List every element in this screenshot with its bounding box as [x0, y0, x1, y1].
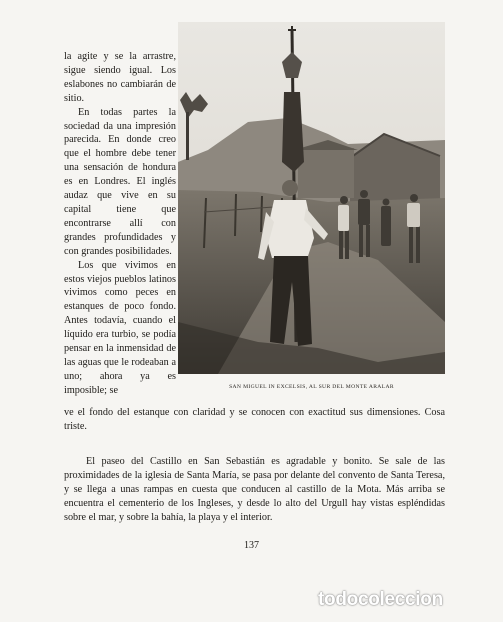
paragraph: Los que vivimos en estos viejos pueblos latinos vivimos como peces en estanques de poco fondo. Antes todavía, cuando el líquido era turbio, se podía pensar en la inmensidad de las aguas que le rodeaban a uno; ahora ya es imposible; se — [64, 259, 176, 396]
paragraph: En todas partes la sociedad da una impresión parecida. En donde creo que el hombre debe tener una sensación de hondura es en Londres. El inglés audaz que vive en su capital tiene que encontrarse allí con grandes profundidades y con grandes posibilidades. — [64, 106, 176, 257]
photograph-procession — [178, 22, 445, 374]
photo-caption: SAN MIGUEL IN EXCELSIS, AL SUR DEL MONTE ARALAR — [229, 384, 394, 390]
narrow-text-column — [64, 50, 176, 398]
paragraph-continuation: ve el fondo del estanque con claridad y se conocen con exactitud sus dimensiones. Cosa triste. — [64, 407, 445, 432]
paragraph: la agite y se la arrastre, sigue siendo igual. Los eslabones no cambiarán de sitio. — [64, 51, 176, 104]
page-number: 137 — [244, 540, 259, 551]
procession-photo-illustration — [178, 22, 445, 374]
paragraph: El paseo del Castillo en San Sebastián es agradable y bonito. Se sale de las proximidades de la iglesia de Santa María, se pasa por delante del convento de Santa Teresa, y se llega a unas rampas en cuesta que conducen al castillo de la Mota. Más arriba se encuentra el cementerio de los Ingleses, y desde lo alto del Urgull hay vistas espléndidas sobre el mar, y sobre la bahía, la playa y el interior. — [64, 456, 445, 523]
watermark-logo: todocoleccion — [318, 589, 443, 610]
paragraph-castillo — [64, 455, 445, 525]
